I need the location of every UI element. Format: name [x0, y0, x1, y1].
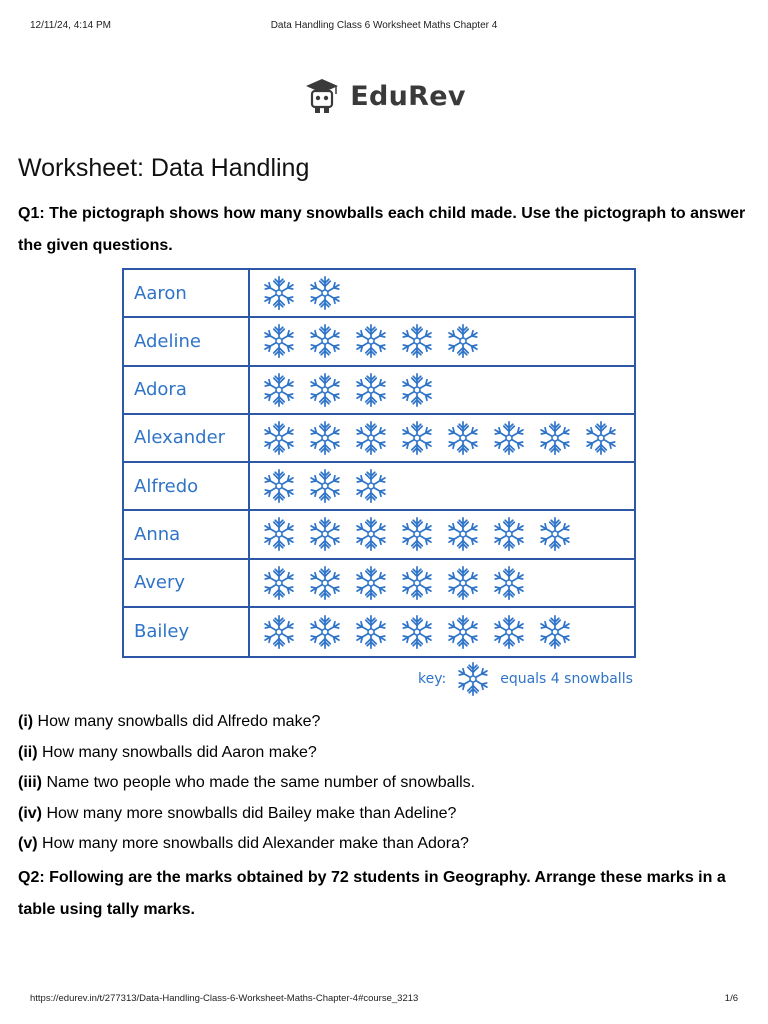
question-1: Q1: The pictograph shows how many snowballs each child made. Use the pictograph to answer the given questions. — [18, 205, 746, 254]
snowflake-icon — [260, 467, 298, 505]
sub-question-text: How many more snowballs did Alexander make than Adora? — [37, 835, 469, 852]
sub-question-number: (iii) — [18, 774, 42, 791]
snowflake-icon — [536, 419, 574, 457]
snowflake-icon — [398, 515, 436, 553]
pictograph-icons — [250, 270, 634, 316]
pictograph-key — [418, 660, 633, 698]
pictograph-row — [124, 367, 634, 415]
snowflake-icon — [260, 515, 298, 553]
pictograph-row — [124, 463, 634, 511]
print-footer — [30, 993, 738, 1004]
snowflake-icon — [398, 419, 436, 457]
snowflake-icon — [352, 371, 390, 409]
snowflake-icon — [490, 419, 528, 457]
snowflake-icon — [306, 613, 344, 651]
snowflake-icon — [490, 564, 528, 602]
snowflake-icon — [306, 419, 344, 457]
snowflake-icon — [398, 322, 436, 360]
snowflake-icon — [260, 419, 298, 457]
snowflake-icon — [352, 564, 390, 602]
snowflake-icon — [260, 564, 298, 602]
page-number: 1/6 — [724, 993, 738, 1004]
pictograph-child-name: Avery — [124, 560, 250, 606]
snowflake-icon — [352, 322, 390, 360]
pictograph-icons — [250, 367, 634, 413]
snowflake-icon — [260, 274, 298, 312]
sub-questions — [18, 707, 748, 860]
pictograph-icons — [250, 318, 634, 364]
sub-question — [18, 707, 748, 738]
snowflake-icon — [306, 515, 344, 553]
sub-question — [18, 738, 748, 769]
pictograph-icons — [250, 560, 634, 606]
snowflake-icon — [398, 371, 436, 409]
snowflake-icon — [306, 371, 344, 409]
pictograph-child-name: Aaron — [124, 270, 250, 316]
snowflake-icon — [306, 322, 344, 360]
question-2: Q2: Following are the marks obtained by 72 students in Geography. Arrange these marks in a table using tally marks. — [18, 869, 726, 918]
pictograph-row — [124, 415, 634, 463]
snowflake-icon — [444, 515, 482, 553]
pictograph-row — [124, 608, 634, 656]
snowflake-icon — [490, 515, 528, 553]
pictograph-child-name: Anna — [124, 511, 250, 557]
sub-question-text: Name two people who made the same number of snowballs. — [42, 774, 476, 791]
snowflake-icon — [306, 274, 344, 312]
snowflake-icon — [536, 613, 574, 651]
pictograph-icons — [250, 463, 634, 509]
logo-text: EduRev — [350, 80, 466, 112]
edurev-mascot-icon — [302, 76, 342, 116]
snowflake-icon — [444, 613, 482, 651]
pictograph-icons — [250, 415, 634, 461]
snowflake-icon — [260, 371, 298, 409]
snowflake-icon — [398, 613, 436, 651]
sub-question-number: (iv) — [18, 804, 42, 822]
snowflake-icon — [260, 322, 298, 360]
print-doc-title: Data Handling Class 6 Worksheet Maths Chapter 4 — [270, 20, 498, 31]
snowflake-icon — [444, 322, 482, 360]
pictograph-child-name: Adora — [124, 367, 250, 413]
snowflake-icon — [490, 613, 528, 651]
pictograph-child-name: Alexander — [124, 415, 250, 461]
snowflake-icon — [444, 419, 482, 457]
footer-url[interactable]: https://edurev.in/t/277313/Data-Handling-Class-6-Worksheet-Maths-Chapter-4#course_3213 — [30, 993, 419, 1004]
snowflake-icon — [536, 515, 574, 553]
snowflake-icon — [352, 613, 390, 651]
sub-question-text: How many snowballs did Aaron make? — [37, 743, 317, 761]
sub-question — [18, 768, 748, 799]
sub-question — [18, 829, 748, 860]
snowflake-icon — [398, 564, 436, 602]
pictograph-child-name: Bailey — [124, 608, 250, 656]
pictograph-child-name: Adeline — [124, 318, 250, 364]
sub-question-number: (i) — [18, 713, 34, 730]
pictograph-row — [124, 270, 634, 318]
pictograph-table — [122, 268, 636, 658]
snowflake-icon — [260, 613, 298, 651]
snowflake-icon — [352, 515, 390, 553]
snowflake-icon — [444, 564, 482, 602]
key-text: equals 4 snowballs — [500, 671, 633, 687]
sub-question-number: (v) — [18, 835, 38, 852]
key-label: key: — [418, 671, 447, 687]
sub-question-text: How many snowballs did Alfredo make? — [33, 713, 321, 730]
sub-question — [18, 799, 748, 830]
pictograph-icons — [250, 608, 634, 656]
pictograph-child-name: Alfredo — [124, 463, 250, 509]
pictograph-row — [124, 511, 634, 559]
sub-question-text: How many more snowballs did Bailey make than Adeline? — [42, 804, 457, 822]
snowflake-icon — [352, 467, 390, 505]
snowflake-icon — [582, 419, 620, 457]
sub-question-number: (ii) — [18, 743, 38, 761]
page-title: Worksheet: Data Handling — [18, 154, 310, 182]
print-header — [30, 20, 738, 31]
snowflake-icon — [306, 467, 344, 505]
edurev-logo[interactable] — [0, 76, 768, 116]
pictograph-row — [124, 560, 634, 608]
print-datetime: 12/11/24, 4:14 PM — [30, 20, 111, 31]
snowflake-icon — [306, 564, 344, 602]
snowflake-icon — [454, 660, 492, 698]
snowflake-icon — [352, 419, 390, 457]
pictograph-row — [124, 318, 634, 366]
pictograph-icons — [250, 511, 634, 557]
